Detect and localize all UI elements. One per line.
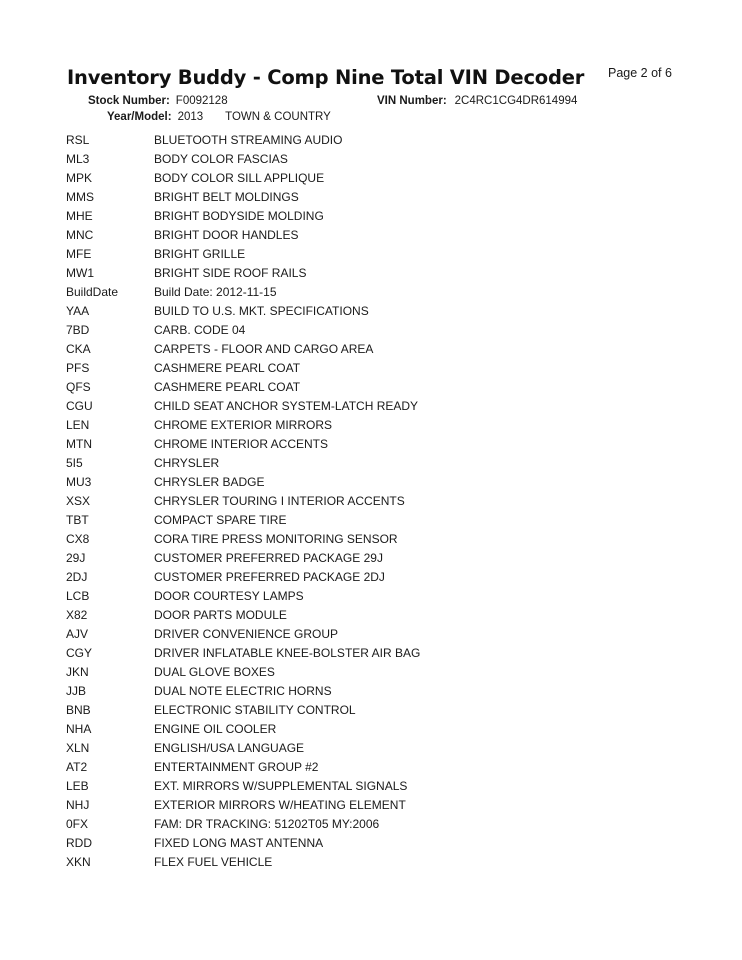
option-code: CGU xyxy=(66,399,93,413)
option-description: BRIGHT GRILLE xyxy=(154,247,246,261)
option-description: BRIGHT BELT MOLDINGS xyxy=(154,190,299,204)
option-description: DRIVER INFLATABLE KNEE-BOLSTER AIR BAG xyxy=(154,646,421,660)
option-description: CHILD SEAT ANCHOR SYSTEM-LATCH READY xyxy=(154,399,419,413)
option-code: YAA xyxy=(66,304,90,318)
option-code: QFS xyxy=(66,380,91,394)
option-code: RSL xyxy=(66,133,90,147)
option-code: BuildDate xyxy=(66,285,119,299)
option-code: MFE xyxy=(66,247,92,261)
option-description: FAM: DR TRACKING: 51202T05 MY:2006 xyxy=(154,817,380,831)
option-description: Build Date: 2012-11-15 xyxy=(154,285,277,299)
option-description: DOOR PARTS MODULE xyxy=(154,608,287,622)
option-code: 0FX xyxy=(66,817,89,831)
option-description: ENTERTAINMENT GROUP #2 xyxy=(154,760,319,774)
option-description: CASHMERE PEARL COAT xyxy=(154,361,301,375)
option-code: CGY xyxy=(66,646,93,660)
option-description: CARPETS - FLOOR AND CARGO AREA xyxy=(154,342,374,356)
option-description: DOOR COURTESY LAMPS xyxy=(154,589,304,603)
option-description: DUAL NOTE ELECTRIC HORNS xyxy=(154,684,332,698)
option-description: CHROME EXTERIOR MIRRORS xyxy=(154,418,333,432)
option-description: BODY COLOR SILL APPLIQUE xyxy=(154,171,325,185)
option-description: BRIGHT BODYSIDE MOLDING xyxy=(154,209,324,223)
option-code: NHA xyxy=(66,722,92,736)
option-code: MPK xyxy=(66,171,93,185)
option-code: MMS xyxy=(66,190,94,204)
option-description: BUILD TO U.S. MKT. SPECIFICATIONS xyxy=(154,304,369,318)
vin-number-value: 2C4RC1CG4DR614994 xyxy=(454,95,578,107)
option-code: 5I5 xyxy=(66,456,83,470)
option-description: CORA TIRE PRESS MONITORING SENSOR xyxy=(154,532,398,546)
year-value: 2013 xyxy=(177,111,204,123)
option-description: CARB. CODE 04 xyxy=(154,323,246,337)
option-description: BRIGHT SIDE ROOF RAILS xyxy=(154,266,307,280)
option-code: PFS xyxy=(66,361,90,375)
option-code: JKN xyxy=(66,665,89,679)
report-title: Inventory Buddy - Comp Nine Total VIN Decoder xyxy=(67,66,585,89)
option-code: MTN xyxy=(66,437,92,451)
stock-number-value: F0092128 xyxy=(175,95,228,107)
option-code: ML3 xyxy=(66,152,90,166)
stock-number xyxy=(88,95,228,107)
option-description: ENGINE OIL COOLER xyxy=(154,722,277,736)
option-description: EXTERIOR MIRRORS W/HEATING ELEMENT xyxy=(154,798,406,812)
option-description: EXT. MIRRORS W/SUPPLEMENTAL SIGNALS xyxy=(154,779,408,793)
option-code: NHJ xyxy=(66,798,90,812)
option-description: ENGLISH/USA LANGUAGE xyxy=(154,741,305,755)
option-code: LEB xyxy=(66,779,89,793)
vin-number xyxy=(377,95,577,107)
option-description: FLEX FUEL VEHICLE xyxy=(154,855,273,869)
option-code: LEN xyxy=(66,418,90,432)
option-code: XKN xyxy=(66,855,91,869)
year-model-label: Year/Model: xyxy=(107,111,172,123)
option-code: BNB xyxy=(66,703,91,717)
stock-number-label: Stock Number: xyxy=(88,95,170,107)
vin-number-label: VIN Number: xyxy=(377,95,447,107)
option-description: BODY COLOR FASCIAS xyxy=(154,152,288,166)
year-model xyxy=(107,111,331,123)
option-code: AJV xyxy=(66,627,89,641)
option-code: 29J xyxy=(66,551,86,565)
option-description: CHROME INTERIOR ACCENTS xyxy=(154,437,329,451)
option-description: BLUETOOTH STREAMING AUDIO xyxy=(154,133,343,147)
option-code: 7BD xyxy=(66,323,90,337)
option-description: DRIVER CONVENIENCE GROUP xyxy=(154,627,339,641)
option-code: CKA xyxy=(66,342,91,356)
option-description: CASHMERE PEARL COAT xyxy=(154,380,301,394)
option-code: CX8 xyxy=(66,532,90,546)
option-code: 2DJ xyxy=(66,570,88,584)
option-code: MNC xyxy=(66,228,94,242)
page-number: Page 2 of 6 xyxy=(608,66,672,80)
option-code: TBT xyxy=(66,513,89,527)
option-description: CHRYSLER xyxy=(154,456,220,470)
option-code: XLN xyxy=(66,741,90,755)
option-description: CUSTOMER PREFERRED PACKAGE 29J xyxy=(154,551,383,565)
option-description: ELECTRONIC STABILITY CONTROL xyxy=(154,703,356,717)
option-description: CHRYSLER BADGE xyxy=(154,475,265,489)
option-code: MU3 xyxy=(66,475,92,489)
option-description: CUSTOMER PREFERRED PACKAGE 2DJ xyxy=(154,570,385,584)
model-value: TOWN & COUNTRY xyxy=(225,111,331,123)
option-description: DUAL GLOVE BOXES xyxy=(154,665,275,679)
option-description: BRIGHT DOOR HANDLES xyxy=(154,228,299,242)
option-code: MW1 xyxy=(66,266,94,280)
option-code: MHE xyxy=(66,209,93,223)
option-code: AT2 xyxy=(66,760,88,774)
option-description: FIXED LONG MAST ANTENNA xyxy=(154,836,324,850)
option-description: CHRYSLER TOURING I INTERIOR ACCENTS xyxy=(154,494,405,508)
option-code: LCB xyxy=(66,589,90,603)
option-code: RDD xyxy=(66,836,92,850)
option-description: COMPACT SPARE TIRE xyxy=(154,513,287,527)
option-code: JJB xyxy=(66,684,87,698)
option-code: XSX xyxy=(66,494,91,508)
option-code: X82 xyxy=(66,608,88,622)
